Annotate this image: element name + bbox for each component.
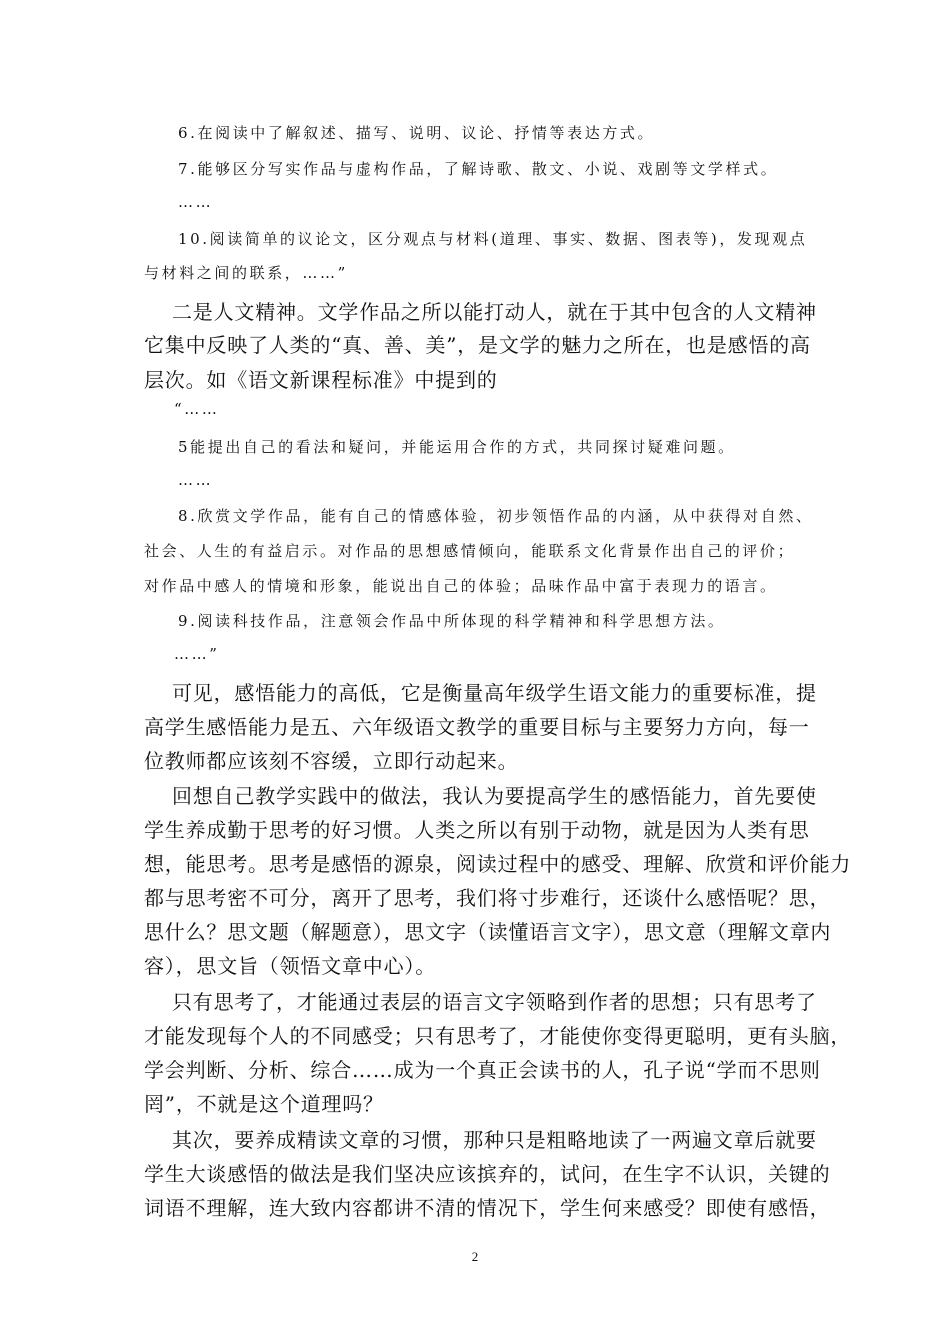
quote-open-line: “…… <box>174 400 220 418</box>
paragraph-line: 高学生感悟能力是五、六年级语文教学的重要目标与主要努力方向，每一 <box>144 715 810 739</box>
paragraph-line: 容），思文旨（领悟文章中心）。 <box>144 954 436 978</box>
paragraph-line: 才能发现每个人的不同感受；只有思考了，才能使你变得更聪明，更有头脑， <box>144 1024 852 1048</box>
list-item: 7.能够区分写实作品与虚构作品，了解诗歌、散文、小说、戏剧等文学样式。 <box>178 160 779 178</box>
list-item-continuation: 社会、人生的有益启示。对作品的思想感情倾向，能联系文化背景作出自己的评价； <box>144 542 796 560</box>
paragraph-line: 位教师都应该刻不容缓，立即行动起来。 <box>144 749 519 773</box>
list-item: 8.欣赏文学作品，能有自己的情感体验，初步领悟作品的内涵，从中获得对自然、 <box>178 507 814 525</box>
paragraph-line: 学生大谈感悟的做法是我们坚决应该摈弃的，试问，在生字不认识，关键的 <box>144 1162 831 1186</box>
ellipsis-line: …… <box>178 471 214 489</box>
list-item-continuation: 对作品中感人的情境和形象，能说出自己的体验；品味作品中富于表现力的语言。 <box>144 577 778 595</box>
paragraph-line: 回想自己教学实践中的做法，我认为要提高学生的感悟能力，首先要使 <box>172 784 817 808</box>
paragraph-line: 层次。如《语文新课程标准》中提到的 <box>144 368 498 392</box>
paragraph-line: 其次，要养成精读文章的习惯，那种只是粗略地读了一两遍文章后就要 <box>172 1128 817 1152</box>
paragraph-line: 词语不理解，连大致内容都讲不清的情况下，学生何来感受？即使有感悟， <box>144 1196 831 1220</box>
list-item-continuation: 与材料之间的联系，……” <box>144 264 348 282</box>
paragraph-line: 思什么？思文题（解题意），思文字（读懂语言文字），思文意（理解文章内 <box>144 920 832 944</box>
paragraph-line: 可见，感悟能力的高低，它是衡量高年级学生语文能力的重要标准，提 <box>172 681 817 705</box>
list-item: 9.阅读科技作品，注意领会作品中所体现的科学精神和科学思想方法。 <box>178 612 726 630</box>
list-item: 6.在阅读中了解叙述、描写、说明、议论、抒情等表达方式。 <box>178 124 656 142</box>
paragraph-line: 它集中反映了人类的“真、善、美”，是文学的魅力之所在，也是感悟的高 <box>144 333 811 357</box>
page-number: 2 <box>471 1249 479 1264</box>
list-item: 10.阅读简单的议论文，区分观点与材料(道理、事实、数据、图表等)，发现观点 <box>178 230 808 248</box>
ellipsis-line: …… <box>178 193 214 211</box>
paragraph-line: 想，能思考。思考是感悟的源泉，阅读过程中的感受、理解、欣赏和评价能力 <box>144 852 852 876</box>
paragraph-line: 罔”，不就是这个道理吗？ <box>144 1092 384 1116</box>
paragraph-line: 学生养成勤于思考的好习惯。人类之所以有别于动物，就是因为人类有思 <box>144 818 810 842</box>
paragraph-line: 学会判断、分析、综合……成为一个真正会读书的人，孔子说“学而不思则 <box>144 1058 821 1082</box>
paragraph-line: 只有思考了，才能通过表层的语言文字领略到作者的思想；只有思考了 <box>172 990 817 1014</box>
paragraph-line: 二是人文精神。文学作品之所以能打动人，就在于其中包含的人文精神 <box>172 300 817 324</box>
quote-close-line: ……” <box>174 645 220 663</box>
paragraph-line: 都与思考密不可分，离开了思考，我们将寸步难行，还谈什么感悟呢？思， <box>144 886 831 910</box>
list-item: 5能提出自己的看法和疑问，并能运用合作的方式，共同探讨疑难问题。 <box>178 438 736 456</box>
